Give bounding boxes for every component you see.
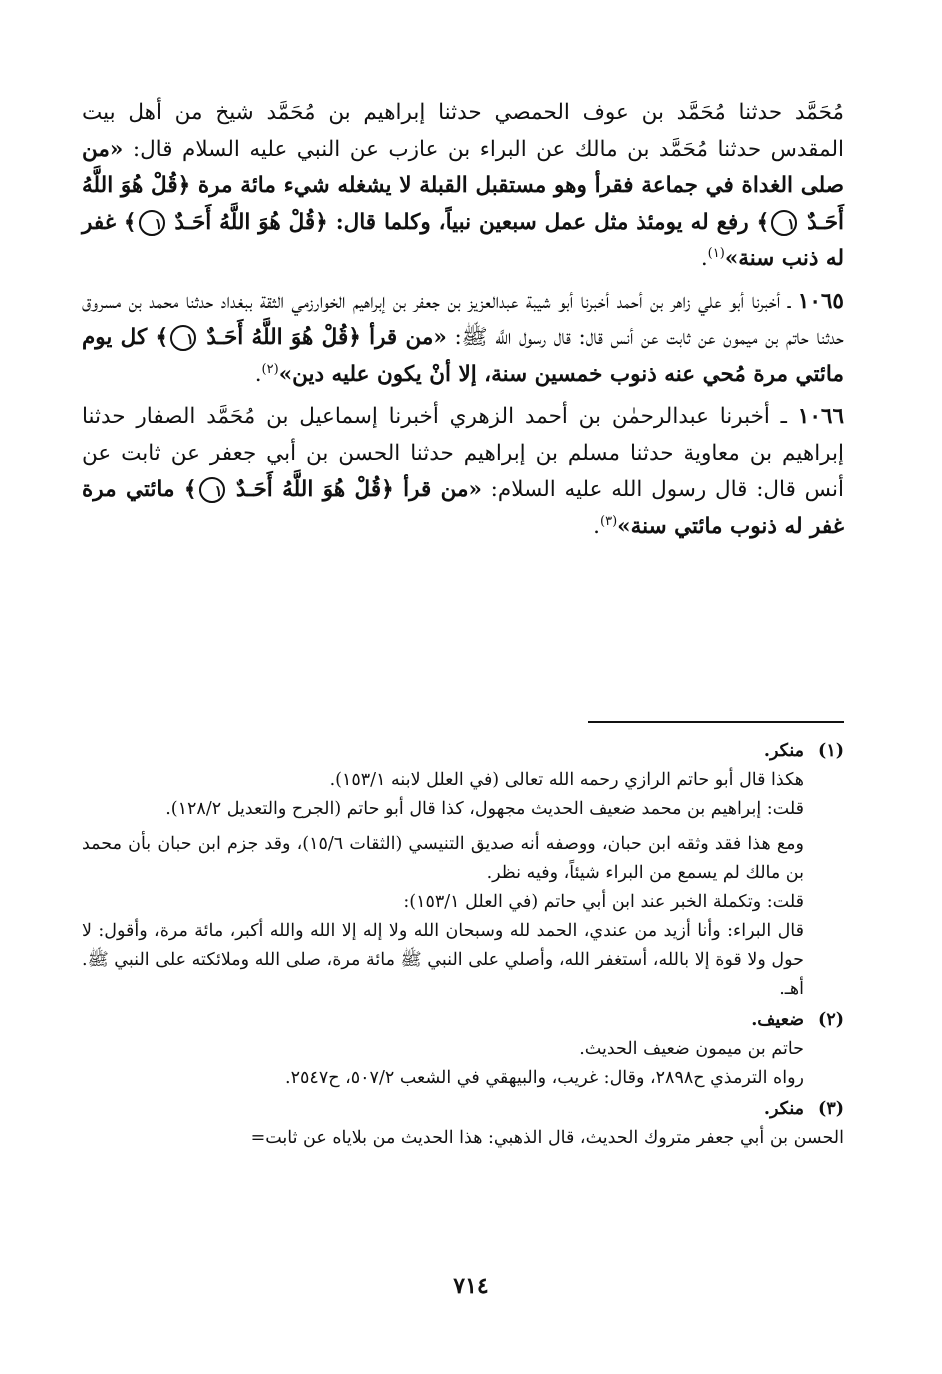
footnote-line: قال البراء: وأنا أزيد من عندي، الحمد لله وسبحان الله ولا إله إلا الله والله أكبر، مائة مرة، وأقول: لا حول ولا قوة إلا بالله، أستغفر الله، وأصلي على النبي ﷺ مائة مرة، صلى الله وملائكته على النبي ﷺ. أهـ. [82, 921, 804, 999]
matn-part: ﴾ كل يوم مائتي مرة مُحي عنه ذنوب خمسين سنة، إلا أنْ يكون عليه دين» [82, 325, 844, 387]
footnote-3-heading [82, 1095, 844, 1124]
verse-number-medallion: ١ [139, 210, 165, 236]
footnote-separator [588, 721, 844, 723]
footnote-line: قلت: إبراهيم بن محمد ضعيف الحديث مجهول، كذا قال أبو حاتم (الجرح والتعديل ١٢٨/٢). [165, 799, 804, 819]
matn-part: «من صلى الغداة في جماعة فقرأ وهو مستقبل القبلة لا يشغله شيء مائة مرة ﴿قُلْ هُوَ اللَّهُ أَحَـدٌ [82, 136, 844, 235]
footnote-reference: (٣) [600, 513, 618, 529]
matn-part: ﴾ غفر له ذنب سنة» [82, 209, 844, 271]
verse-number-medallion: ١ [170, 325, 196, 351]
sentence-end: . [254, 361, 262, 387]
isnad-text: مُحَمَّد حدثنا مُحَمَّد بن عوف الحمصي حدثنا إبراهيم بن مُحَمَّد شيخ من أهل بيت المقدس حدثنا مُحَمَّد بن مالك عن البراء بن عازب عن النبي عليه السلام قال: [82, 100, 844, 162]
matn-part: ﴾ مائتي مرة غفر له ذنوب مائتي سنة» [82, 477, 844, 539]
footnote-grade: منكر. [763, 741, 804, 761]
matn-part: ﴾ رفع له يومئذ مثل عمل سبعين نبياً، وكلما قال: ﴿قُلْ هُوَ اللَّهُ أَحَـدٌ [174, 209, 770, 235]
footnote-line: قلت: وتكملة الخبر عند ابن أبي حاتم (في العلل ١٥٣/١): [403, 892, 804, 912]
footnote-line: رواه الترمذي ح٢٨٩٨، وقال: غريب، والبيهقي في الشعب ٥٠٧/٢، ح٢٥٤٧. [285, 1068, 804, 1088]
footnote-grade: منكر. [763, 1099, 804, 1119]
hadith-number: ١٠٦٦ [797, 404, 844, 429]
page-number: ٧١٤ [453, 1273, 489, 1299]
footnote-line: الحسن بن أبي جعفر متروك الحديث، قال الذهبي: هذا الحديث من بلاياه عن ثابت= [250, 1128, 844, 1148]
hadith-paragraph-3 [82, 399, 844, 545]
footnote-reference: (١) [707, 245, 725, 261]
matn-part: «من قرأ ﴿قُلْ هُوَ اللَّهُ أَحَـدٌ [235, 477, 482, 502]
hadith-paragraph-1 [82, 95, 844, 278]
separator: ـ [769, 404, 798, 429]
footnote-grade: ضعيف. [751, 1010, 804, 1030]
hadith-paragraph-2 [82, 284, 844, 394]
matn-part: «من قرأ ﴿قُلْ هُوَ اللَّهُ أَحَـدٌ [206, 325, 447, 350]
footnote-2-body [82, 1035, 844, 1093]
isnad-text: أخبرنا عبدالرحمٰن بن أحمد الزهري أخبرنا إسماعيل بن مُحَمَّد الصفار حدثنا إبراهيم بن معاوية حدثنا مسلم بن إبراهيم حدثنا الحسن بن أبي جعفر عن ثابت عن أنس قال: قال رسول الله عليه السلام: [82, 404, 844, 502]
footnote-line: هكذا قال أبو حاتم الرازي رحمه الله تعالى (في العلل لابنه ١٥٣/١). [329, 770, 804, 790]
footnote-reference: (٢) [261, 361, 279, 377]
footnote-2-heading [82, 1006, 844, 1035]
footnote-1-body [82, 766, 844, 1004]
footnote-number: (٣) [818, 1099, 844, 1119]
separator: ـ [780, 288, 798, 314]
footnote-line: ومع هذا فقد وثقه ابن حبان، ووصفه أنه صديق التنيسي (الثقات ١٥/٦)، وقد جزم ابن حبان بأن محمد بن مالك لم يسمع من البراء شيئاً، وفيه نظر. [82, 834, 804, 883]
footnote-number: (١) [818, 741, 844, 761]
verse-number-medallion: ١ [199, 477, 225, 503]
footnote-line: حاتم بن ميمون ضعيف الحديث. [579, 1039, 804, 1059]
sentence-end: . [593, 513, 601, 539]
hadith-number: ١٠٦٥ [797, 288, 844, 314]
verse-number-medallion: ١ [771, 210, 797, 236]
main-text [82, 95, 844, 551]
sentence-end: . [700, 246, 708, 271]
footnote-number: (٢) [818, 1010, 844, 1030]
footnote-1-heading [82, 737, 844, 766]
isnad-text: أخبرنا أبو علي زاهر بن أحمد أخبرنا أبو شيبة عبدالعزيز بن جعفر بن إبراهيم الخوارزمي الثقة ببغداد حدثنا محمد بن مسروق حدثنا حاتم بن ميمون عن ثابت عن أنس قال: قال رسول اللَّه ﷺ: [82, 288, 844, 350]
footnotes [82, 735, 844, 1153]
